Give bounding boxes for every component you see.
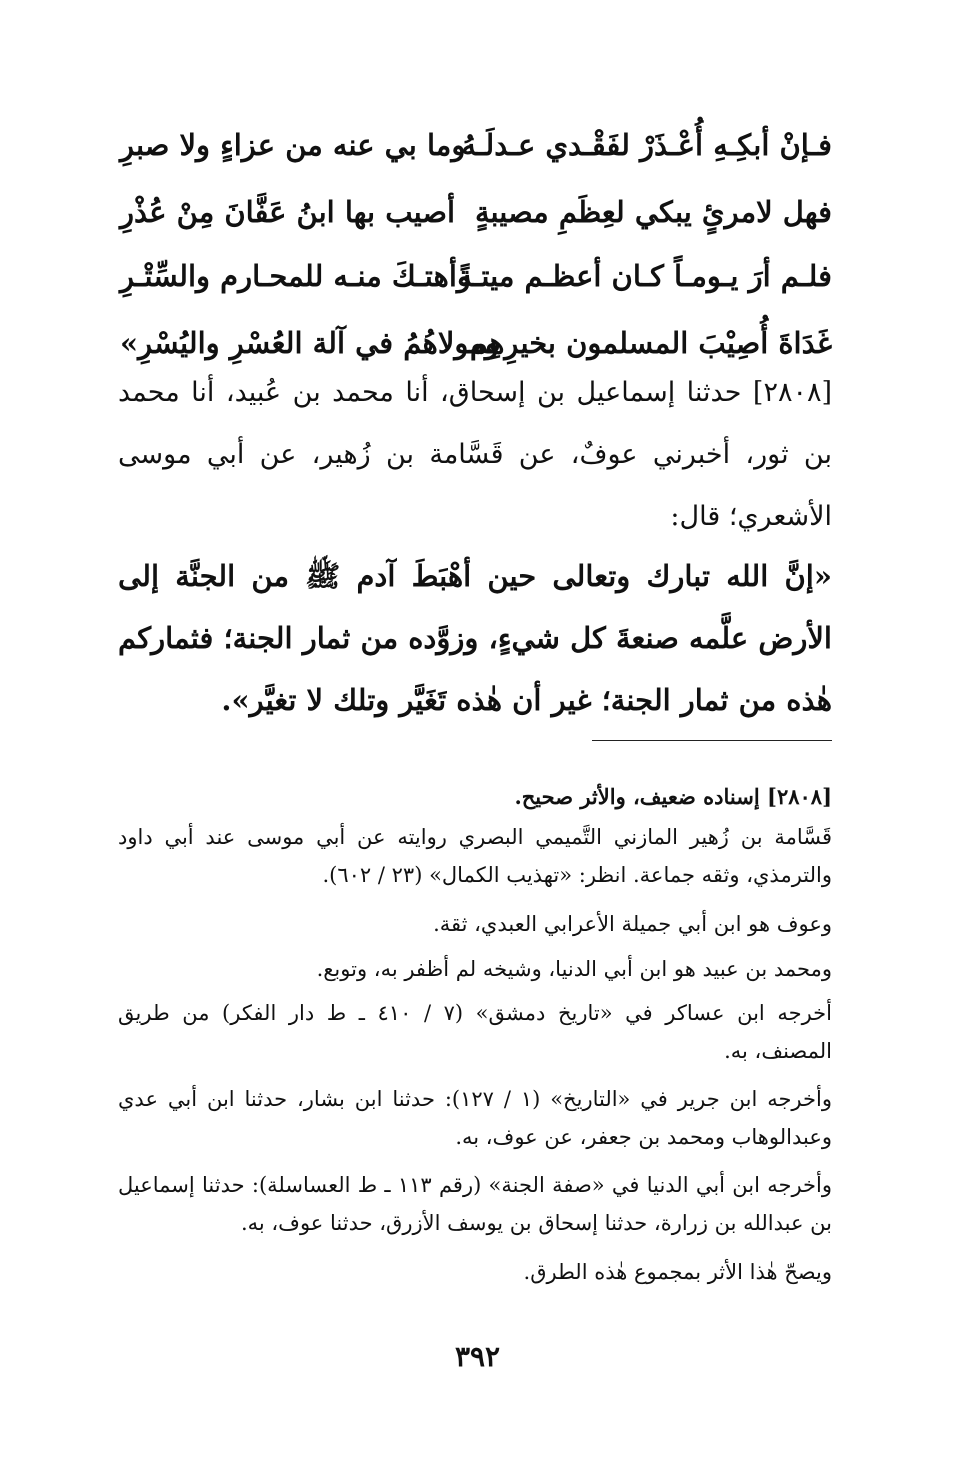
footnote-paragraph: وأخرجه ابن أبي الدنيا في «صفة الجنة» (رقم ١١٣ ـ ط العساسلة): حدثنا إسماعيل بن عبدالله بن زرارة، حدثنا إسحاق بن يوسف الأزرق، حدثنا عوف، به.: [118, 1173, 832, 1235]
poem-verse: [120, 195, 832, 265]
verse-first-hemistich: غَدَاةَ أُصِيْبَ المسلمون بخيرِهِم: [469, 326, 832, 360]
footnote-divider: [592, 740, 832, 741]
verse-second-hemistich: أصيب بها ابنُ عَفَّانَ مِنْ عُذْرِ: [120, 195, 456, 229]
verse-second-hemistich: وأهتـكَ منـه للمحـارم والسِّتْـرِ: [120, 259, 471, 293]
verse-first-hemistich: فـإنْ أبكِـهِ أُعْـذَرْ لفَقْـدي عـدلَـهُ: [461, 128, 832, 162]
hadith-isnad: [٢٨٠٨] حدثنا إسماعيل بن إسحاق، أنا محمد بن عُبيد، أنا محمد بن ثور، أخبرني عوفٌ، عن قَسَّامة بن زُهير، عن أبي موسى الأشعري؛ قال:: [118, 377, 832, 532]
poem-verse: [120, 259, 832, 329]
footnote-paragraph: ويصحّ هٰذا الأثر بمجموع هٰذه الطرق.: [523, 1260, 832, 1284]
verse-second-hemistich: وما بي عنه من عزاءٍ ولا صبرِ: [120, 128, 466, 162]
footnote-paragraph: قَسَّامة بن زُهير المازني التَّميمي البصري روايته عن أبي موسى عند أبي داود والترمذي، وثقه جماعة. انظر: «تهذيب الكمال» (٢٣ / ٦٠٢).: [118, 825, 832, 887]
verse-second-hemistich: ومولاهُمُ في آلة العُسْرِ واليُسْرِ»: [120, 326, 499, 360]
page-number: ٣٩٢: [454, 1340, 501, 1373]
verse-first-hemistich: فلـم أرَ يـومـاً كـان أعظـم ميتـةً: [457, 259, 832, 293]
footnote-paragraph: ومحمد بن عبيد هو ابن أبي الدنيا، وشيخه لم أظفر به، وتوبع.: [316, 957, 832, 981]
footnote-paragraph: وعوف هو ابن أبي جميلة الأعرابي العبدي، ثقة.: [433, 912, 832, 936]
poem-verse: [120, 128, 832, 198]
footnote-paragraph: وأخرجه ابن جرير في «التاريخ» (١ / ١٢٧): حدثنا ابن بشار، حدثنا ابن أبي عدي وعبدالوهاب ومحمد بن جعفر، عن عوف، به.: [118, 1087, 832, 1149]
verse-first-hemistich: فهل لامرئٍ يبكي لعِظَمِ مصيبةٍ: [474, 195, 832, 229]
hadith-matn: «إنَّ الله تبارك وتعالى حين أهْبَطَ آدم ﷺ من الجنَّة إلى الأرض علَّمه صنعةَ كل شيءٍ، وزوَّده من ثمار الجنة؛ فثماركم هٰذه من ثمار الجنة؛ غير أن هٰذه تَغَيَّر وتلك لا تغيَّر».: [118, 559, 832, 717]
footnote-heading: [٢٨٠٨] إسناده ضعيف، والأثر صحيح.: [514, 784, 832, 809]
footnote-paragraph: أخرجه ابن عساكر في «تاريخ دمشق» (٧ / ٤١٠ ـ ط دار الفكر) من طريق المصنف، به.: [118, 1001, 832, 1063]
